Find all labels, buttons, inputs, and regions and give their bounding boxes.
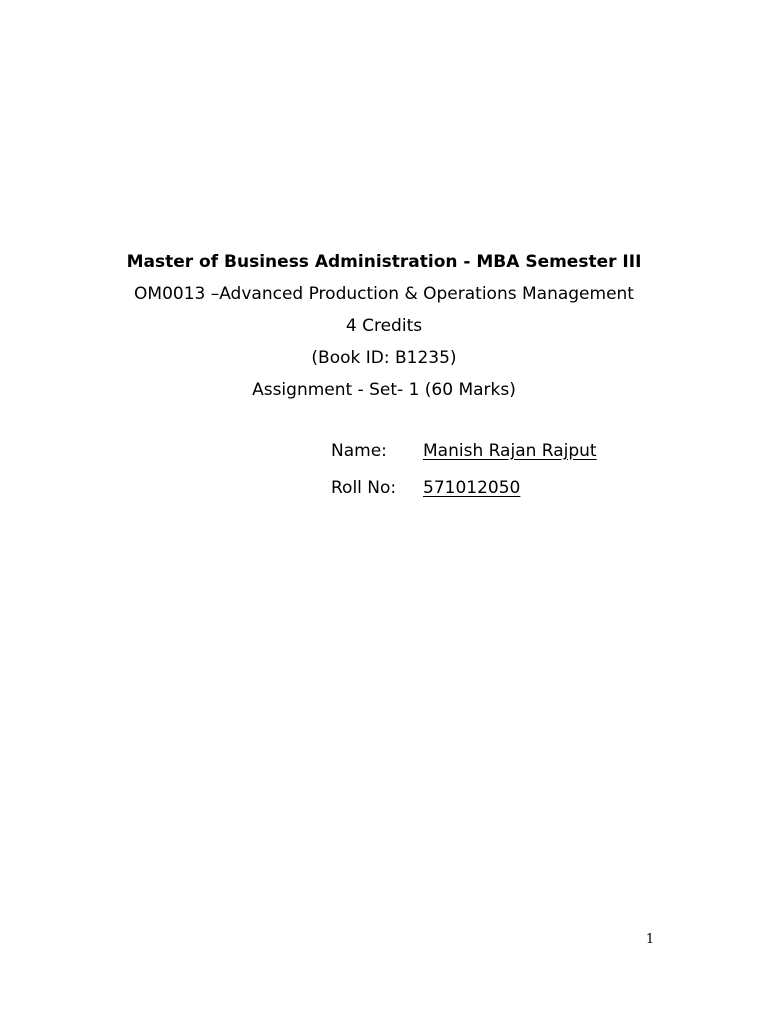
roll-number-value: 571012050 bbox=[423, 478, 521, 498]
page-number: 1 bbox=[645, 932, 655, 947]
name-label: Name: bbox=[331, 441, 387, 461]
assignment-title: Assignment - Set- 1 (60 Marks) bbox=[252, 380, 516, 400]
credits-text: 4 Credits bbox=[345, 316, 423, 336]
roll-number-label: Roll No: bbox=[331, 478, 397, 498]
document-title: Master of Business Administration - MBA Semester III bbox=[126, 252, 642, 272]
name-value: Manish Rajan Rajput bbox=[423, 441, 597, 461]
book-id-text: (Book ID: B1235) bbox=[311, 348, 457, 368]
course-title: OM0013 –Advanced Production & Operations Management bbox=[134, 284, 634, 304]
